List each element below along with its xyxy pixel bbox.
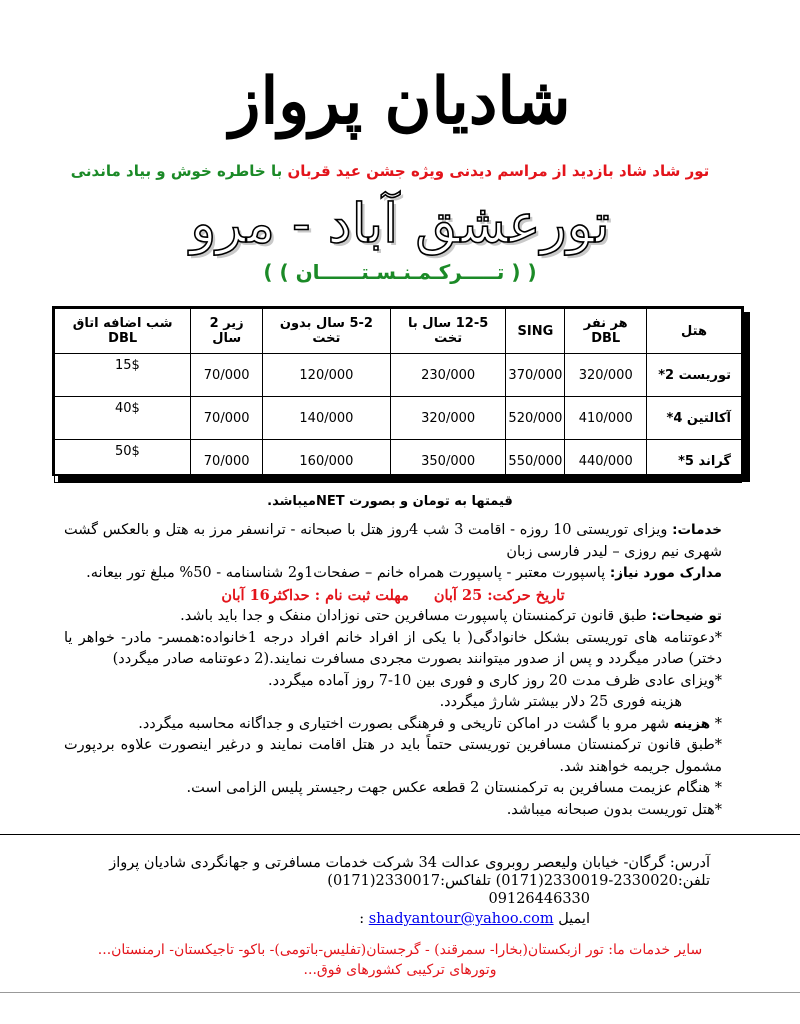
footer-line-1: سایر خدمات ما: تور ازبکستان(بخارا- سمرقند) - گرجستان(تفلیس-باتومی)- باکو- تاجیکستان- ارمنستان... [97, 942, 703, 958]
hotel-cell: آکالتین 4* [647, 397, 742, 440]
documents-paragraph [64, 563, 722, 585]
child-bed-cell: 230/000 [390, 354, 506, 397]
registration-deadline: مهلت ثبت نام : حداکثر16 آبان [221, 586, 409, 604]
tagline-green: با خاطره خوش و بیاد ماندنی [70, 162, 283, 180]
hotel-cell: توریست 2* [647, 354, 742, 397]
table-row [55, 354, 742, 397]
section-divider [0, 834, 800, 835]
notes-paragraph [64, 606, 722, 628]
footer-services [60, 940, 740, 980]
table-row [55, 397, 742, 440]
invitation-note: *دعوتنامه های توریستی بشکل خانوادگی( با یکی از افراد خانم افراد درجه 1خانواده:همسر- مادر- خواهر یا دختر) صادر میگردد و پس از صدور میتوانند بصورت مجردی مسافرت نمایند.(2 دعوتنامه صادر میگردد) [64, 629, 722, 667]
services-text: ویزای توریستی 10 روزه - اقامت 3 شب 4روز هتل با صبحانه - ترانسفر مرز به هتل و بالعکس گشت شهری نیم روزی – لیدر فارسی زبان [64, 522, 722, 560]
extra-night-cell: 40$ [55, 397, 191, 440]
sing-cell: 370/000 [506, 354, 565, 397]
tour-title: تورعشق آباد - مرو [190, 192, 610, 255]
col-child-bed: 12-5 سال با تخت [390, 309, 506, 354]
col-sing: SING [506, 309, 565, 354]
table-header-row [55, 309, 742, 354]
infant-cell: 70/000 [191, 354, 263, 397]
child-nobed-cell: 140/000 [263, 397, 391, 440]
documents-text: پاسپورت معتبر - پاسپورت همراه خانم – صفحات1و2 شناسنامه - 50% مبلغ تور بیعانه. [86, 565, 606, 581]
tagline [60, 160, 720, 182]
sing-cell: 550/000 [506, 440, 565, 483]
footer-rule [0, 992, 800, 993]
contact-address: آدرس: گرگان- خیابان ولیعصر روبروی عدالت 34 شرکت خدمات مسافرتی و جهانگردی شادیان پرواز [109, 855, 710, 871]
child-nobed-cell: 120/000 [263, 354, 391, 397]
dbl-cell: 320/000 [565, 354, 647, 397]
footer-line-2: وتورهای ترکیبی کشورهای فوق... [303, 962, 497, 978]
tour-details [64, 520, 722, 821]
col-extra-night: شب اضافه اتاق DBL [55, 309, 191, 354]
dates-line [64, 585, 722, 607]
contact-block [110, 854, 710, 928]
departure-date: تاریخ حرکت: 25 آبان [433, 586, 565, 604]
contact-phone: تلفن:2330020-2330019(0171) تلفاکس:2330017(0171) [327, 873, 710, 889]
child-bed-cell: 350/000 [390, 440, 506, 483]
price-table [52, 306, 744, 476]
visa-note: *ویزای عادی ظرف مدت 20 روز کاری و فوری بین 10-7 روز آماده میگردد. [268, 672, 722, 689]
email-link[interactable]: shadyantour@yahoo.com [368, 911, 554, 927]
col-dbl: هر نفر DBL [565, 309, 647, 354]
contact-mobile: 09126446330 [488, 891, 590, 907]
tour-subtitle: ( ( تـــــرکـمـنـسـتــــــان ) ) [263, 260, 537, 284]
visa-fee-note: هزینه فوری 25 دلار بیشتر شارژ میگردد. [439, 694, 682, 710]
col-hotel: هتل [647, 309, 742, 354]
col-infant: زیر 2 سال [191, 309, 263, 354]
cost-label: هزینه [673, 715, 711, 732]
col-child-nobed: 5-2 سال بدون تخت [263, 309, 391, 354]
table-row [55, 440, 742, 483]
email-label: ایمیل [558, 911, 590, 927]
cost-text: شهر مرو با گشت در اماکن تاریخی و فرهنگی بصورت اختیاری و جداگانه محاسبه میگردد. [138, 715, 669, 732]
price-table-grid [54, 308, 742, 483]
police-note: * هنگام عزیمت مسافرین به ترکمنستان 2 قطعه عکس جهت رجیستر پلیس الزامی است. [186, 780, 722, 796]
sing-cell: 520/000 [506, 397, 565, 440]
price-note: قیمتها به تومان و بصورت NETمیباشد. [267, 494, 513, 509]
child-bed-cell: 320/000 [390, 397, 506, 440]
brand-title: شادیان پرواز [229, 64, 571, 139]
dbl-cell: 440/000 [565, 440, 647, 483]
services-paragraph [64, 520, 722, 563]
documents-label: مدارک مورد نیاز: [609, 565, 722, 581]
cost-note: * هزینه شهر مرو با گشت در اماکن تاریخی و فرهنگی بصورت اختیاری و جداگانه محاسبه میگردد. [138, 715, 722, 732]
dbl-cell: 410/000 [565, 397, 647, 440]
notes-label: تو ضیحات: [651, 608, 722, 624]
breakfast-note: *هتل توریست بدون صبحانه میباشد. [506, 801, 722, 818]
extra-night-cell: 15$ [55, 354, 191, 397]
child-nobed-cell: 160/000 [263, 440, 391, 483]
infant-cell: 70/000 [191, 397, 263, 440]
services-label: خدمات: [672, 522, 723, 538]
contact-email-line: ایمیل shadyantour@yahoo.com : [359, 911, 590, 927]
infant-cell: 70/000 [191, 440, 263, 483]
notes-text: طبق قانون ترکمنستان پاسپورت مسافرین حتی نوزادان منفک و جدا باید باشد. [180, 608, 647, 624]
hotel-cell: گراند 5* [647, 440, 742, 483]
law-note: *طبق قانون ترکمنستان مسافرین توریستی حتماً باید در هتل اقامت نمایند و درغیر اینصورت علاوه بردپورت مشمول جریمه خواهند شد. [64, 737, 722, 775]
extra-night-cell: 50$ [55, 440, 191, 483]
tagline-red: تور شاد شاد بازدید از مراسم دیدنی ویژه جشن عید قربان [287, 162, 710, 180]
